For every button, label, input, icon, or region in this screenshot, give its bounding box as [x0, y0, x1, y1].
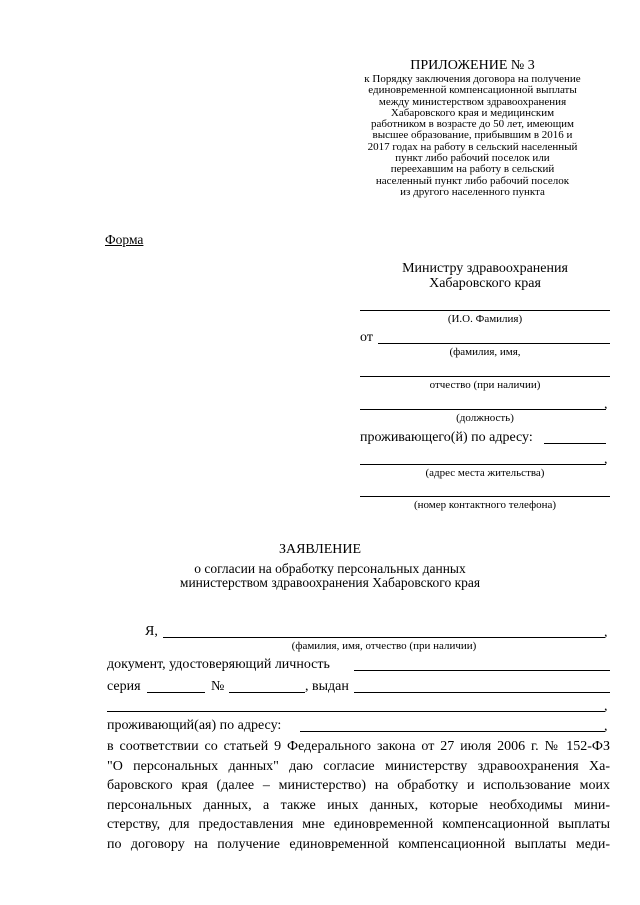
caption-address: (адрес места жительства): [425, 467, 545, 479]
caption-phone: (номер контактного телефона): [413, 499, 557, 511]
comma: ,: [604, 452, 608, 467]
residing-line[interactable]: [544, 443, 606, 444]
appendix-line: к Порядку заключения договора на получение: [364, 73, 581, 85]
paragraph-line: "О персональных данных" даю согласие министерству здравоохранения Ха-: [107, 758, 610, 774]
residing-line-body[interactable]: [300, 731, 605, 732]
appendix-line: единовременной компенсационной выплаты: [368, 84, 577, 97]
from-label: от: [360, 330, 373, 345]
residing-label-body: проживающий(ая) по адресу:: [107, 718, 282, 733]
comma: ,: [604, 699, 608, 714]
addressee-line1: Министру здравоохранения: [402, 261, 568, 276]
appendix-text: [345, 74, 600, 198]
paragraph-line: по договору на получение единовременной компенсационной выплаты меди-: [107, 836, 610, 852]
addressee-name-line[interactable]: [360, 310, 610, 311]
series-line[interactable]: [147, 692, 205, 693]
appendix-line: переехавшим на работу в сельский: [390, 163, 555, 176]
phone-line[interactable]: [360, 496, 610, 497]
issued-line-2[interactable]: [107, 711, 605, 712]
paragraph-line: стерству, для предоставления мне единовременной компенсационной выплаты: [107, 817, 610, 832]
position-line[interactable]: [360, 409, 606, 410]
number-line[interactable]: [229, 692, 305, 693]
number-label: №: [211, 679, 225, 694]
appendix-line: Хабаровского края и медицинским: [390, 106, 555, 119]
appendix-line: между министерством здравоохранения: [378, 95, 567, 108]
address-line[interactable]: [360, 464, 606, 465]
appendix-line: высшее образование, прибывшим в 2016 и: [372, 129, 573, 142]
appendix-line: населенный пункт либо рабочий поселок: [375, 174, 570, 187]
appendix-title: ПРИЛОЖЕНИЕ № 3: [410, 58, 535, 73]
appendix-line: из другого населенного пункта: [400, 185, 545, 198]
caption-patronymic: отчество (при наличии): [429, 379, 541, 391]
caption-name: (И.О. Фамилия): [447, 313, 523, 325]
caption-fio: (фамилия, имя,: [449, 346, 521, 358]
comma: ,: [604, 625, 608, 640]
fio-line[interactable]: [163, 637, 605, 638]
comma: ,: [604, 719, 608, 734]
issued-line[interactable]: [354, 692, 610, 693]
addressee-title: [360, 261, 610, 291]
i-label: Я,: [145, 624, 158, 639]
patronymic-line[interactable]: [360, 376, 610, 377]
document-line[interactable]: [354, 670, 610, 671]
subtitle-line1: о согласии на обработку персональных данных: [194, 561, 466, 576]
from-line[interactable]: [378, 343, 610, 344]
document-label: документ, удостоверяющий личность: [107, 657, 330, 672]
statement-title: ЗАЯВЛЕНИЕ: [278, 542, 362, 557]
statement-subtitle: [140, 562, 520, 590]
addressee-line2: Хабаровского края: [429, 276, 541, 291]
paragraph-line: баровского края (далее – министерство) на обработку и использование моих: [107, 778, 610, 793]
paragraph-line: в соответствии со статьей 9 Федерального закона от 27 июля 2006 г. № 152-ФЗ: [107, 739, 610, 754]
residing-label: проживающего(й) по адресу:: [360, 430, 533, 445]
comma: ,: [604, 397, 608, 412]
appendix-line: пункт либо рабочий поселок или: [395, 152, 550, 165]
consent-paragraph: [107, 737, 610, 854]
subtitle-line2: министерством здравоохранения Хабаровского края: [179, 575, 481, 590]
caption-position: (должность): [456, 412, 514, 424]
issued-label: , выдан: [305, 679, 349, 694]
paragraph-line: персональных данных, а также иных данных, которые необходимы мини-: [107, 797, 610, 813]
caption-fio-full: (фамилия, имя, отчество (при наличии): [291, 640, 477, 652]
series-label: серия: [107, 679, 141, 694]
appendix-line: работником в возрасте до 50 лет, имеющим: [370, 118, 575, 131]
form-label: Форма: [105, 232, 144, 247]
appendix-line: 2017 годах на работу в сельский населенный: [367, 140, 578, 153]
